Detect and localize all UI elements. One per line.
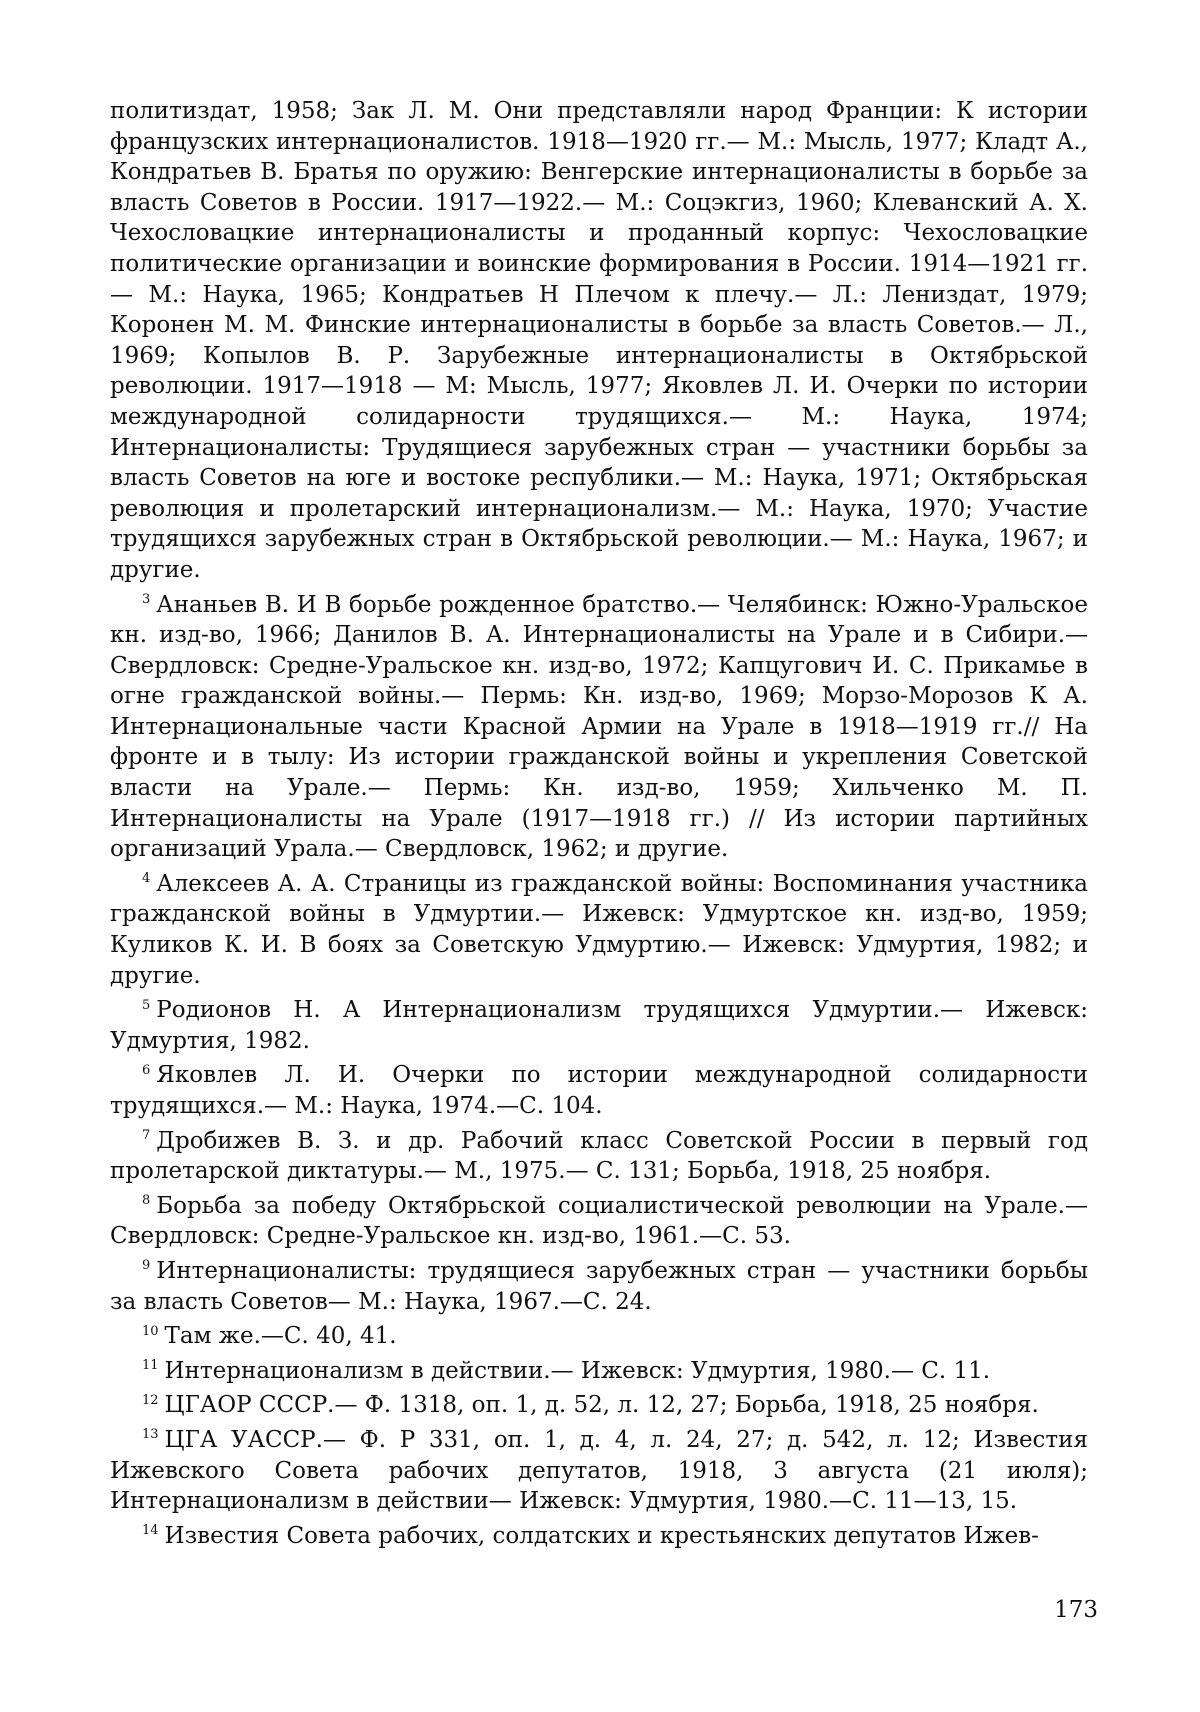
footnote-14 bbox=[110, 1521, 1088, 1552]
footnote-6 bbox=[110, 1060, 1088, 1121]
footnote-text: ЦГА УАССР.— Ф. Р 331, оп. 1, д. 4, л. 24, 27; д. 542, л. 12; Известия Ижевского Совета рабочих депутатов, 1918, 3 августа (21 июля); Интернационализм в действии— Ижевск: Удмуртия, 1980.—С. 11—13, 15. bbox=[110, 1426, 1088, 1515]
footnote-number: 9 bbox=[142, 1258, 151, 1274]
footnote-number: 12 bbox=[142, 1392, 159, 1408]
footnote-text: Родионов Н. А Интернационализм трудящихся Удмуртии.— Ижевск: Удмуртия, 1982. bbox=[110, 997, 1088, 1054]
footnote-number: 11 bbox=[142, 1358, 159, 1374]
footnote-text: Интернационализм в действии.— Ижевск: Удмуртия, 1980.— С. 11. bbox=[164, 1357, 991, 1384]
page-number: 173 bbox=[1054, 1597, 1098, 1623]
footnote-number: 4 bbox=[142, 871, 151, 887]
footnote-number: 5 bbox=[142, 997, 151, 1013]
footnote-5 bbox=[110, 995, 1088, 1056]
footnote-9 bbox=[110, 1256, 1088, 1317]
footnote-4 bbox=[110, 869, 1088, 991]
footnote-7 bbox=[110, 1126, 1088, 1187]
footnote-number: 7 bbox=[142, 1127, 151, 1143]
footnote-12 bbox=[110, 1390, 1088, 1421]
footnote-number: 13 bbox=[142, 1427, 159, 1443]
footnote-text: Интернационалисты: трудящиеся зарубежных стран — участники борьбы за власть Советов— М.: Наука, 1967.—С. 24. bbox=[110, 1257, 1088, 1315]
footnote-text: Яковлев Л. И. Очерки по истории международной солидарности трудящихся.— М.: Наука, 1974.—С. 104. bbox=[110, 1062, 1088, 1119]
footnote-text: ЦГАОР СССР.— Ф. 1318, оп. 1, д. 52, л. 12, 27; Борьба, 1918, 25 ноября. bbox=[164, 1392, 1039, 1419]
footnote-11 bbox=[110, 1356, 1088, 1387]
footnote-number: 10 bbox=[142, 1323, 159, 1339]
footnote-text: Ананьев В. И В борьбе рожденное братство.— Челябинск: Южно-Уральское кн. изд-во, 1966; Данилов В. А. Интернационалисты на Урале и в Сибири.— Свердловск: Средне-Уральское кн. изд-во, 1972; Капцугович И. С. Прикамье в огне гражданской войны.— Пермь: Кн. изд-во, 1969; Морзо-Морозов К А. Интернациональные части Красной Армии на Урале в 1918—1919 гг.// На фронте и в тылу: Из истории гражданской войны и укрепления Советской власти на Урале.— Пермь: Кн. изд-во, 1959; Хильченко М. П. Интернационалисты на Урале (1917—1918 гг.) // Из истории партийных организаций Урала.— Свердловск, 1962; и другие. bbox=[110, 591, 1088, 863]
footnote-8 bbox=[110, 1191, 1088, 1252]
footnote-number: 3 bbox=[142, 591, 151, 607]
footnote-number: 14 bbox=[142, 1523, 159, 1539]
footnote-continuation: политиздат, 1958; Зак Л. М. Они представляли народ Франции: К истории французских интернационалистов. 1918—1920 гг.— М.: Мысль, 1977; Кладт А., Кондратьев В. Братья по оружию: Венгерские интернационалисты в борьбе за власть Советов в России. 1917—1922.— М.: Соцэкгиз, 1960; Клеванский А. Х. Чехословацкие интернационалисты и проданный корпус: Чехословацкие политические организации и воинские формирования в России. 1914—1921 гг.— М.: Наука, 1965; Кондратьев Н Плечом к плечу.— Л.: Лениздат, 1979; Коронен М. М. Финские интернационалисты в борьбе за власть Советов.— Л., 1969; Копылов В. Р. Зарубежные интернационалисты в Октябрьской революции. 1917—1918 — М: Мысль, 1977; Яковлев Л. И. Очерки по истории международной солидарности трудящихся.— М.: Наука, 1974; Интернационалисты: Трудящиеся зарубежных стран — участники борьбы за власть Советов на юге и востоке республики.— М.: Наука, 1971; Октябрьская революция и пролетарский интернационализм.— М.: Наука, 1970; Участие трудящихся зарубежных стран в Октябрьской революции.— М.: Наука, 1967; и другие. bbox=[110, 98, 1088, 583]
footnote-text: Дробижев В. З. и др. Рабочий класс Советской России в первый год пролетарской диктатуры.— М., 1975.— С. 131; Борьба, 1918, 25 ноября. bbox=[110, 1127, 1088, 1185]
footnote-3 bbox=[110, 590, 1088, 865]
footnote-10 bbox=[110, 1321, 1088, 1352]
footnote-text: Алексеев А. А. Страницы из гражданской войны: Воспоминания участника гражданской войны в Удмуртии.— Ижевск: Удмуртское кн. изд-во, 1959; Куликов К. И. В боях за Советскую Удмуртию.— Ижевск: Удмуртия, 1982; и другие. bbox=[110, 870, 1088, 989]
footnote-number: 6 bbox=[142, 1062, 151, 1078]
footnotes-page bbox=[110, 96, 1088, 1555]
footnote-text: Там же.—С. 40, 41. bbox=[164, 1323, 397, 1350]
footnote-text: Известия Совета рабочих, солдатских и крестьянских депутатов Ижев- bbox=[164, 1522, 1039, 1549]
footnote-number: 8 bbox=[142, 1193, 151, 1209]
footnote-13 bbox=[110, 1425, 1088, 1517]
footnote-text: Борьба за победу Октябрьской социалистической революции на Урале.— Свердловск: Средне-Уральское кн. изд-во, 1961.—С. 53. bbox=[110, 1192, 1088, 1250]
